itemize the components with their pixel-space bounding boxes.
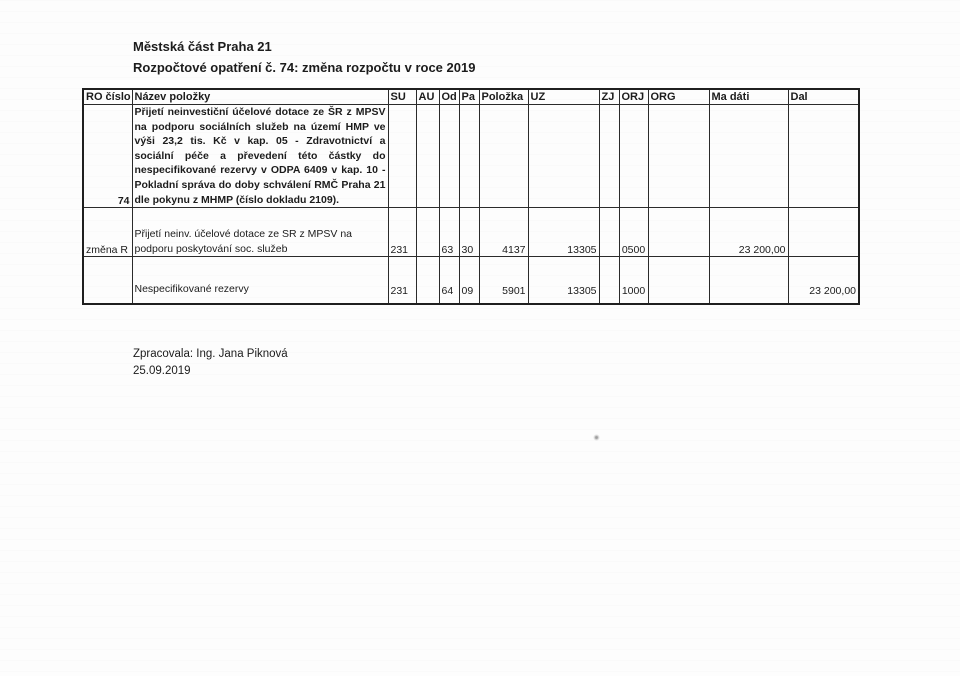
column-header-pa: Pa <box>459 89 479 105</box>
cell-orj: 1000 <box>619 257 648 304</box>
cell-au <box>416 208 439 257</box>
cell-nazev-polozky: Nespecifikované rezervy <box>132 257 388 304</box>
cell-ro-cislo <box>83 257 132 304</box>
table-header-row <box>83 89 859 105</box>
cell-uz: 13305 <box>528 257 599 304</box>
date-line: 25.09.2019 <box>133 364 191 377</box>
cell-polozka <box>479 105 528 208</box>
cell-ro-cislo: změna R <box>83 208 132 257</box>
cell-dal <box>788 105 859 208</box>
column-header-uz: UZ <box>528 89 599 105</box>
cell-zj <box>599 257 619 304</box>
cell-od: 64 <box>439 257 459 304</box>
cell-org <box>648 257 709 304</box>
cell-pa <box>459 105 479 208</box>
cell-nazev-polozky: Přijetí neinv. účelové dotace ze SR z MPSV na podporu poskytování soc. služeb <box>132 208 388 257</box>
cell-od <box>439 105 459 208</box>
document-subtitle: Rozpočtové opatření č. 74: změna rozpočtu v roce 2019 <box>133 60 476 75</box>
column-header-ro-cislo: RO číslo <box>83 89 132 105</box>
prepared-by-line: Zpracovala: Ing. Jana Piknová <box>133 348 288 360</box>
column-header-au: AU <box>416 89 439 105</box>
cell-pa: 09 <box>459 257 479 304</box>
cell-ro-cislo: 74 <box>83 105 132 208</box>
cell-nazev-polozky: Přijetí neinvestiční účelové dotace ze ŠR z MPSV na podporu sociálních služeb na území HMP ve výši 23,2 tis. Kč v kap. 05 - Zdravotnictví a sociální péče a převedení této částky do nespecifikované rezervy v ODPA 6409 v kap. 10 - Pokladní správa do doby schválení RMČ Praha 21 dle pokynu z MHMP (číslo dokladu 2109). <box>132 105 388 208</box>
cell-org <box>648 208 709 257</box>
cell-au <box>416 105 439 208</box>
cell-pa: 30 <box>459 208 479 257</box>
cell-uz: 13305 <box>528 208 599 257</box>
document-title-block <box>133 36 475 78</box>
column-header-su: SU <box>388 89 416 105</box>
cell-zj <box>599 105 619 208</box>
cell-dal: 23 200,00 <box>788 257 859 304</box>
cell-su: 231 <box>388 208 416 257</box>
column-header-od: Od <box>439 89 459 105</box>
cell-polozka: 5901 <box>479 257 528 304</box>
cell-polozka: 4137 <box>479 208 528 257</box>
scan-artifact-dot <box>593 434 600 441</box>
cell-dal <box>788 208 859 257</box>
cell-orj <box>619 105 648 208</box>
table-row-rezervy <box>83 257 859 304</box>
column-header-zj: ZJ <box>599 89 619 105</box>
cell-su: 231 <box>388 257 416 304</box>
column-header-dal: Dal <box>788 89 859 105</box>
column-header-org: ORG <box>648 89 709 105</box>
cell-orj: 0500 <box>619 208 648 257</box>
cell-org <box>648 105 709 208</box>
organization-title: Městská část Praha 21 <box>133 39 272 54</box>
cell-od: 63 <box>439 208 459 257</box>
table-row-dotace <box>83 208 859 257</box>
column-header-orj: ORJ <box>619 89 648 105</box>
column-header-nazev-polozky: Název položky <box>132 89 388 105</box>
cell-su <box>388 105 416 208</box>
signature-block <box>133 346 288 379</box>
cell-zj <box>599 208 619 257</box>
budget-table <box>82 88 860 305</box>
cell-uz <box>528 105 599 208</box>
cell-ma-dati <box>709 105 788 208</box>
cell-ma-dati: 23 200,00 <box>709 208 788 257</box>
table-row-description <box>83 105 859 208</box>
cell-ma-dati <box>709 257 788 304</box>
column-header-ma-dati: Ma dáti <box>709 89 788 105</box>
cell-au <box>416 257 439 304</box>
column-header-polozka: Položka <box>479 89 528 105</box>
